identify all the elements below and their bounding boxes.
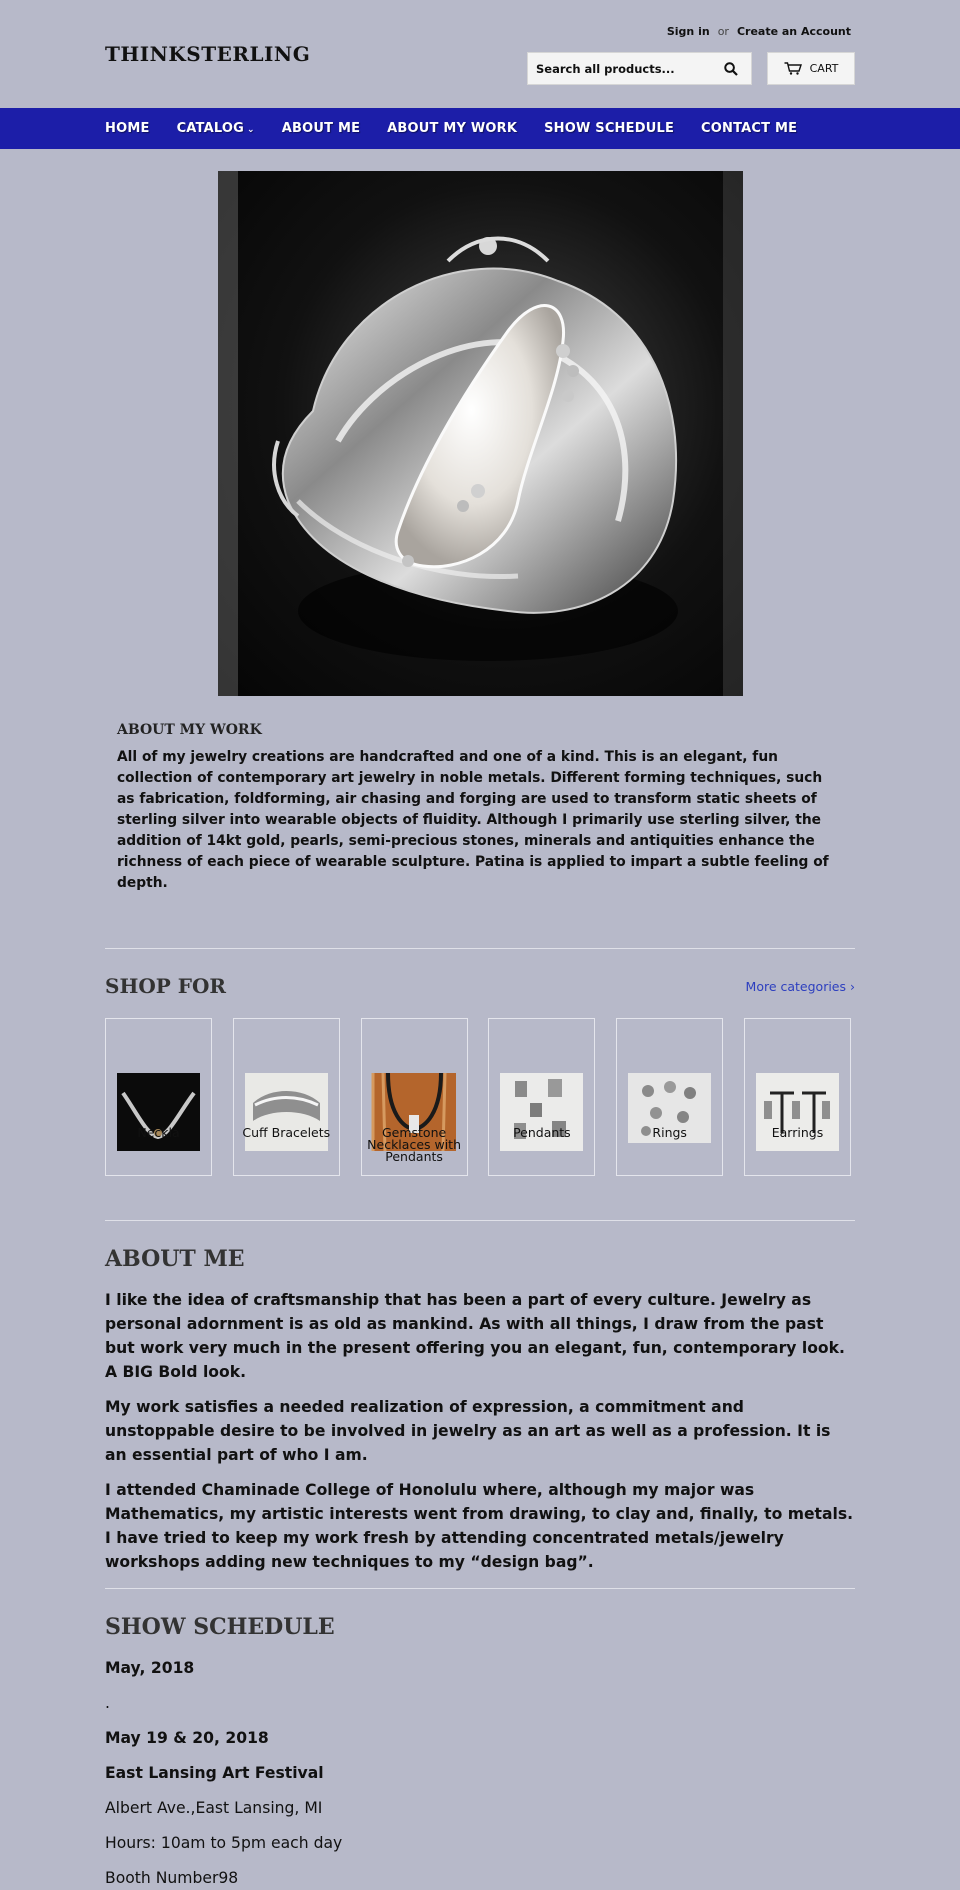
category-necklaces[interactable] <box>105 1018 212 1176</box>
about-my-work-heading: ABOUT MY WORK <box>117 722 262 738</box>
about-me-section <box>105 1220 855 1574</box>
about-me-paragraph: My work satisfies a needed realization of expression, a commitment and unstoppable desire to be involved in jewelry as an art as well as a profession. It is an essential part of who I am. <box>105 1398 831 1464</box>
main-nav <box>0 108 960 149</box>
about-me-heading: ABOUT ME <box>105 1246 245 1272</box>
category-rings[interactable] <box>616 1018 723 1176</box>
category-label: Earrings <box>771 1125 824 1140</box>
show-location: Albert Ave.,East Lansing, MI <box>105 1799 323 1817</box>
show-booth: Booth Number98 <box>105 1869 239 1887</box>
nav-about-my-work[interactable]: ABOUT MY WORK <box>387 121 518 136</box>
category-label: Neckla <box>137 1125 180 1140</box>
about-me-paragraph: I like the idea of craftsmanship that has been a part of every culture. Jewelry as personal adornment is as old as mankind. As with all things, I draw from the past but work very much in the present offering you an elegant, fun, contemporary look. A BIG Bold look. <box>105 1291 845 1381</box>
divider <box>105 1588 855 1589</box>
sign-in-link[interactable]: Sign in <box>666 25 710 38</box>
search-icon[interactable] <box>718 56 744 82</box>
shop-section <box>105 948 855 1176</box>
nav-show-schedule[interactable]: SHOW SCHEDULE <box>544 121 675 136</box>
show-separator: . <box>105 1694 110 1712</box>
about-my-work-section <box>117 722 843 894</box>
nav-catalog[interactable] <box>177 121 255 136</box>
category-earrings[interactable] <box>744 1018 851 1176</box>
nav-about-me[interactable]: ABOUT ME <box>281 121 361 136</box>
category-gemstone-necklaces[interactable] <box>361 1018 468 1176</box>
category-pendants[interactable] <box>488 1018 595 1176</box>
cart-icon <box>784 62 802 75</box>
hero-image-cuff-bracelet <box>218 171 743 696</box>
category-label: Gemstone Necklaces with Pendants <box>367 1125 462 1164</box>
search-input[interactable] <box>528 62 718 76</box>
category-grid <box>105 1018 851 1176</box>
shop-heading: SHOP FOR <box>105 974 227 998</box>
account-links <box>667 25 851 38</box>
show-hours: Hours: 10am to 5pm each day <box>105 1834 343 1852</box>
shop-header <box>105 974 855 998</box>
category-label: Rings <box>652 1125 687 1140</box>
nav-home[interactable]: HOME <box>105 121 150 136</box>
site-header <box>105 0 855 108</box>
about-my-work-text: All of my jewelry creations are handcrafted and one of a kind. This is an elegant, fun collection of contemporary art jewelry in noble metals. Different forming techniques, such as fabrication, foldforming, air chasing and forging are used to transform static sheets of sterling silver into wearable objects of fluidity. Although I primarily use sterling silver, the addition of 14kt gold, pearls, semi-precious stones, minerals and antiquities enhance the richness of each piece of wearable sculpture. Patina is applied to impart a subtle feeling of depth. <box>117 749 829 891</box>
show-schedule-section <box>105 1588 855 1890</box>
cart-button[interactable] <box>767 52 855 85</box>
site-logo[interactable]: THINKSTERLING <box>105 42 311 66</box>
divider <box>105 1220 855 1221</box>
or-text: or <box>717 25 729 38</box>
show-month: May, 2018 <box>105 1659 195 1677</box>
show-dates: May 19 & 20, 2018 <box>105 1729 269 1747</box>
cuff-bracelet-illustration <box>218 171 743 696</box>
category-label: Cuff Bracelets <box>242 1125 331 1140</box>
chevron-down-icon: ⌄ <box>247 125 255 135</box>
cart-label: CART <box>809 62 839 75</box>
about-me-paragraph: I attended Chaminade College of Honolulu where, although my major was Mathematics, my artistic interests went from drawing, to clay and, finally, to metals. I have tried to keep my work fresh by attending concentrated metals/jewelry workshops adding new techniques to my “design bag”. <box>105 1481 854 1571</box>
search-bar <box>527 52 752 85</box>
divider <box>105 948 855 949</box>
nav-catalog-label: CATALOG <box>176 121 245 136</box>
category-label: Pendants <box>513 1125 571 1140</box>
show-event-name: East Lansing Art Festival <box>105 1764 324 1782</box>
create-account-link[interactable]: Create an Account <box>736 25 851 38</box>
nav-contact-me[interactable]: CONTACT ME <box>701 121 798 136</box>
show-schedule-heading: SHOW SCHEDULE <box>105 1614 335 1640</box>
more-categories-link[interactable]: More categories › <box>745 978 855 994</box>
category-cuff-bracelets[interactable] <box>233 1018 340 1176</box>
